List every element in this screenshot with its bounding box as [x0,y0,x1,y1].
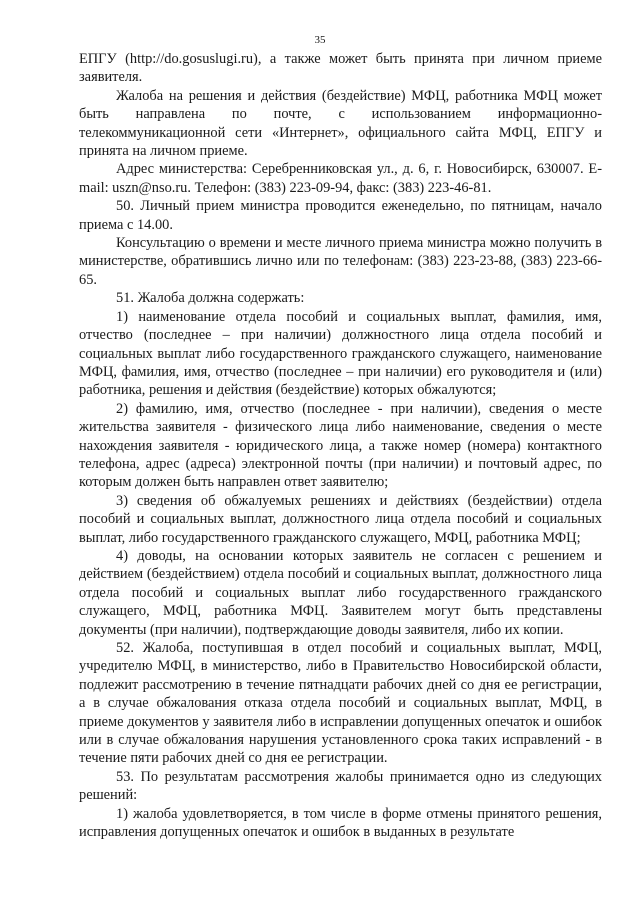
paragraph-ministry-address: Адрес министерства: Серебренниковская ул., д. 6, г. Новосибирск, 630007. E-mail: uszn@nso.ru. Телефон: (383) 223-09-94, факс: (383) 223-46-81. [79,161,602,196]
paragraph-53-item-1: 1) жалоба удовлетворяется, в том числе в форме отмены принятого решения, исправления допущенных опечаток и ошибок в выданных в результате [79,805,602,841]
paragraph-53: 53. По результатам рассмотрения жалобы принимается одно из следующих решений: [79,768,602,804]
paragraph-52: 52. Жалоба, поступившая в отдел пособий и социальных выплат, МФЦ, учредителю МФЦ, в министерство, либо в Правительство Новосибирской области, подлежит рассмотрению в течение пятнадцати рабочих дней со дня ее регистрации, а в случае обжалования отказа отдела пособий и социальных выплат, МФЦ, в приеме документов у заявителя либо в исправлении допущенных опечаток и ошибок или в случае обжалования нарушения установленного срока таких исправлений - в течение пяти рабочих дней со дня ее регистрации. [79,640,602,767]
document-body [79,50,602,841]
paragraph-51-item-1: 1) наименование отдела пособий и социальных выплат, фамилия, имя, отчество (последнее – при наличии) должностного лица отдела пособий и социальных выплат либо государственного гражданского служащего, наименование МФЦ, фамилия, имя, отчество (последнее – при наличии) его руководителя и (или) работника, решения и действия (бездействие) которых обжалуются; [79,308,602,399]
paragraph-mfc-complaint: Жалоба на решения и действия (бездействие) МФЦ, работника МФЦ может быть направлена по почте, с использованием информационно-телекоммуникационной сети «Интернет», официального сайта МФЦ, ЕПГУ и принята на личном приеме. [79,87,602,160]
paragraph-50: 50. Личный прием министра проводится еженедельно, по пятницам, начало приема с 14.00. [79,198,602,233]
page-number: 35 [314,34,326,46]
paragraph-51-item-2: 2) фамилию, имя, отчество (последнее - при наличии), сведения о месте жительства заявителя - физического лица либо наименование, сведения о месте нахождения заявителя - юридического лица, а также номер (номера) контактного телефона, адрес (адреса) электронной почты (при наличии) и почтовый адрес, по которым должен быть направлен ответ заявителю; [79,400,602,491]
paragraph-51-item-4: 4) доводы, на основании которых заявитель не согласен с решением и действием (бездействием) отдела пособий и социальных выплат, должностного лица отдела пособий и социальных выплат либо государственного гражданского служащего, МФЦ, работника МФЦ. Заявителем могут быть представлены документы (при наличии), подтверждающие доводы заявителя, либо их копии. [79,547,602,638]
paragraph-continuation: ЕПГУ (http://do.gosuslugi.ru), а также может быть принята при личном приеме заявителя. [79,51,602,86]
paragraph-consultation: Консультацию о времени и месте личного приема министра можно получить в министерстве, обратившись лично или по телефонам: (383) 223-23-88, (383) 223-66-65. [79,235,602,288]
paragraph-51-item-3: 3) сведения об обжалуемых решениях и действиях (бездействии) отдела пособий и социальных выплат, должностного лица отдела пособий и социальных выплат, либо государственного гражданского служащего, МФЦ, работника МФЦ; [79,492,602,546]
paragraph-51: 51. Жалоба должна содержать: [116,290,305,307]
